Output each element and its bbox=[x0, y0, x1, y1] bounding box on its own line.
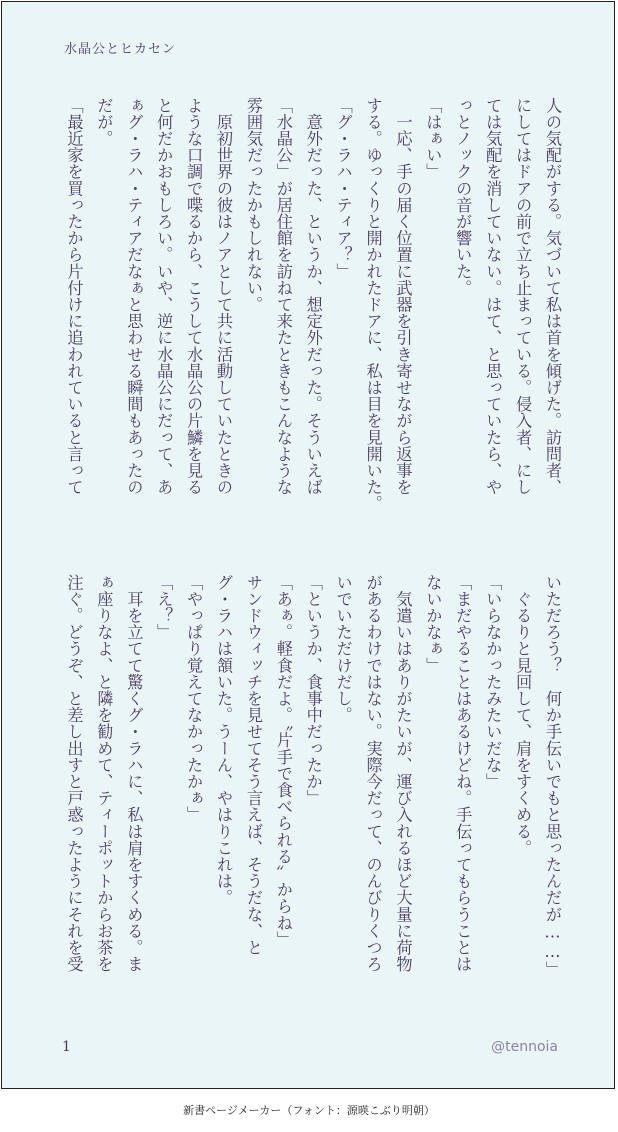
text-line: 意外だった、というか、想定外だった。そういえば bbox=[303, 97, 323, 496]
text-line: ないかなぁ」 bbox=[423, 574, 443, 674]
document-title: 水晶公とヒカセン bbox=[64, 42, 177, 57]
text-line: する。ゆっくりと開かれたドアに、私は目を見開いた。 bbox=[363, 97, 383, 512]
text-line: 気遣いはありがたいが、運び入れるほど大量に荷物 bbox=[393, 574, 413, 973]
author-handle: @tennoia bbox=[491, 1039, 558, 1055]
text-line: だが。 bbox=[94, 97, 114, 147]
text-line: 人の気配がする。気づいて私は首を傾げた。訪問者、 bbox=[543, 97, 562, 496]
text-line: にしてはドアの前で立ち止まっている。侵入者、にし bbox=[513, 97, 533, 496]
text-line: 一応、手の届く位置に武器を引き寄せながら返事を bbox=[393, 97, 413, 496]
generator-credit: 新書ページメーカー（フォント：源暎こぶり明朝） bbox=[183, 1104, 435, 1117]
text-line: があるわけではない。実際今だって、のんびりくつろ bbox=[363, 574, 383, 973]
text-line: 「まだやることはあるけどね。手伝ってもらうことは bbox=[453, 574, 473, 973]
book-page bbox=[1, 1, 615, 1089]
text-line: いでいただけだし。 bbox=[333, 574, 353, 724]
text-line: 「水晶公」が居住館を訪ねて来たときもこんなような bbox=[273, 97, 293, 496]
text-line: 注ぐ。どうぞ、と差し出すと戸惑ったようにそれを受 bbox=[64, 574, 84, 973]
text-line: と何だかおもしろい。いや、逆に水晶公にだって、あ bbox=[154, 97, 174, 496]
page-number: 1 bbox=[62, 1039, 71, 1055]
text-line: ぁ座りなよ、と隣を勧めて、ティーポットからお茶を bbox=[94, 574, 114, 973]
text-line: 「え？」 bbox=[154, 574, 174, 641]
text-line: 雰囲気だったかもしれない。 bbox=[243, 97, 263, 313]
text-line: ような口調で喋るから、こうして水晶公の片鱗を見る bbox=[184, 97, 204, 496]
text-line: ぁグ・ラハ・ティアだなぁと思わせる瞬間もあったの bbox=[124, 97, 144, 496]
text-line: 「グ・ラハ・ティア？」 bbox=[333, 97, 353, 280]
text-line: グ・ラハは頷いた。うーん、やはりこれは。 bbox=[214, 574, 234, 906]
text-line: 「やっぱり覚えてなかったかぁ」 bbox=[184, 574, 204, 823]
text-column-bottom bbox=[57, 574, 567, 999]
text-line: っとノックの音が響いた。 bbox=[453, 97, 473, 297]
text-column-top bbox=[57, 97, 567, 522]
text-line: ては気配を消していない。はて、と思っていたら、や bbox=[483, 97, 503, 496]
text-line: 「というか、食事中だったか」 bbox=[303, 574, 323, 807]
text-line: いただろう？ 何か手伝いでもと思ったんだが……」 bbox=[543, 574, 562, 978]
text-line: 耳を立てて驚くグ・ラハに、私は肩をすくめる。ま bbox=[124, 574, 144, 973]
text-line: 「最近家を買ったから片付けに追われていると言って bbox=[64, 97, 84, 496]
text-line: 「あぁ。軽食だよ。〝片手で食べられる〟からね」 bbox=[273, 574, 293, 948]
text-line: 「はぁい」 bbox=[423, 97, 443, 180]
text-line: ぐるりと見回して、肩をすくめる。 bbox=[513, 574, 533, 857]
text-line: 原初世界の彼はノアとして共に活動していたときの bbox=[214, 97, 234, 496]
text-line: サンドウィッチを見せてそう言えば、そうだな、と bbox=[243, 574, 263, 956]
text-line: 「いらなかったみたいだな」 bbox=[483, 574, 503, 790]
